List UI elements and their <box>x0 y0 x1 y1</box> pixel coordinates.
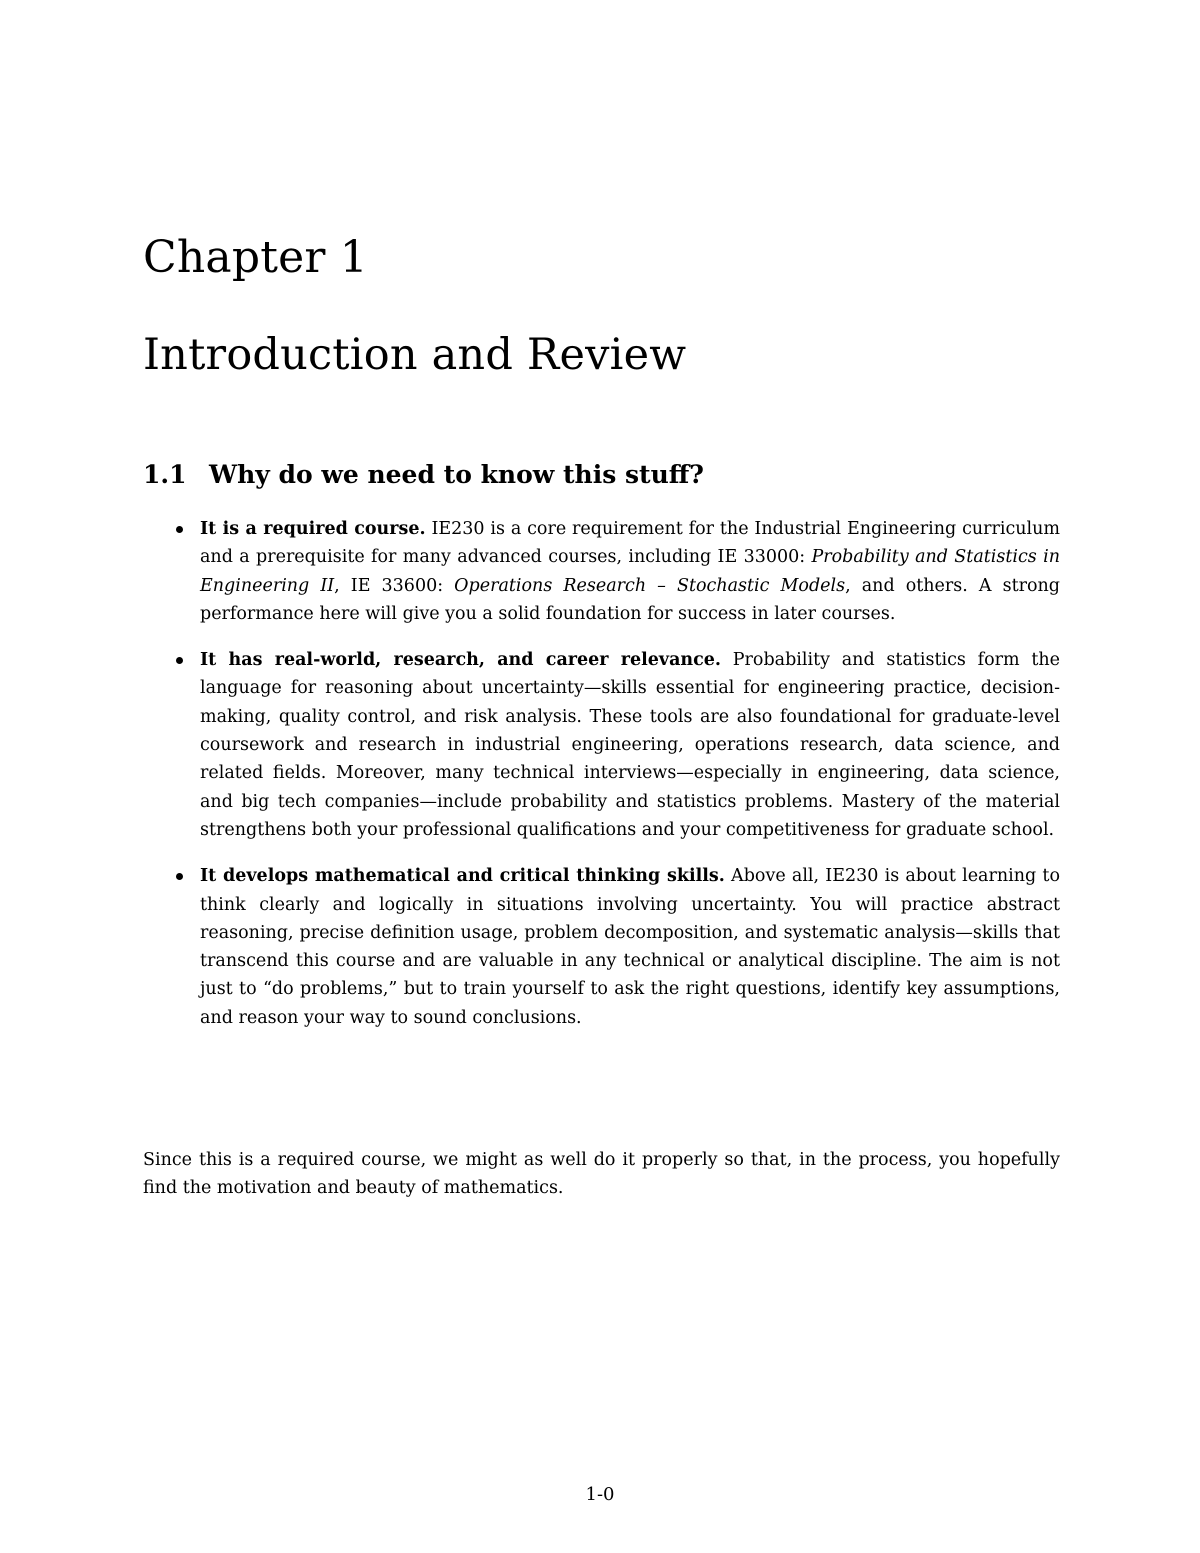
course-title: Probability and Statistics in Engineering II <box>200 547 1060 596</box>
bullet-icon <box>176 657 183 664</box>
bullet-icon <box>176 873 183 880</box>
section-heading <box>143 455 704 495</box>
list-item <box>143 862 1060 1032</box>
bullet-lead: It has real-world, research, and career relevance. <box>200 650 722 671</box>
bullet-lead: It develops mathematical and critical thinking skills. <box>200 866 725 887</box>
chapter-label: Chapter 1 <box>143 232 368 283</box>
bullet-text: , and others. A strong performance here will give you a solid foundation for success in later courses. <box>200 575 1060 624</box>
section-number: 1.1 <box>143 460 187 489</box>
bullet-text: IE230 is a core requirement for the Industrial Engineering curriculum and a prerequisite for many advanced courses, including IE 33000: <box>200 519 1060 568</box>
reasons-list <box>143 515 1060 1032</box>
chapter-title: Introduction and Review <box>143 330 687 380</box>
course-title: Operations Research – Stochastic Models <box>454 575 846 596</box>
page-number: 1-0 <box>585 1484 615 1505</box>
section-title: Why do we need to know this stuff? <box>209 460 704 489</box>
closing-paragraph: Since this is a required course, we might as well do it properly so that, in the process, you hopefully find the motivation and beauty of mathematics. <box>143 1150 1060 1199</box>
bullet-lead: It is a required course. <box>200 519 426 539</box>
bullet-text: Probability and statistics form the language for reasoning about uncertainty—skills essential for engineering practice, decision-making, quality control, and risk analysis. These tools are also foundational for graduate-level coursework and research in industrial engineering, operations research, data science, and related fields. Moreover, many technical interviews—especially in engineering, data science, and big tech companies—include probability and statistics problems. Mastery of the material strengthens both your professional qualifications and your competitiveness for graduate school. <box>200 650 1060 840</box>
bullet-icon <box>176 526 183 533</box>
bullet-text: , IE 33600: <box>334 575 455 596</box>
bullet-text: Above all, IE230 is about learning to think clearly and logically in situations involving uncertainty. You will practice abstract reasoning, precise definition usage, problem decomposition, and systematic analysis—skills that transcend this course and are valuable in any technical or analytical discipline. The aim is not just to “do problems,” but to train yourself to ask the right questions, identify key assumptions, and reason your way to sound conclusions. <box>200 866 1060 1028</box>
list-item <box>143 646 1060 844</box>
list-item <box>143 515 1060 628</box>
